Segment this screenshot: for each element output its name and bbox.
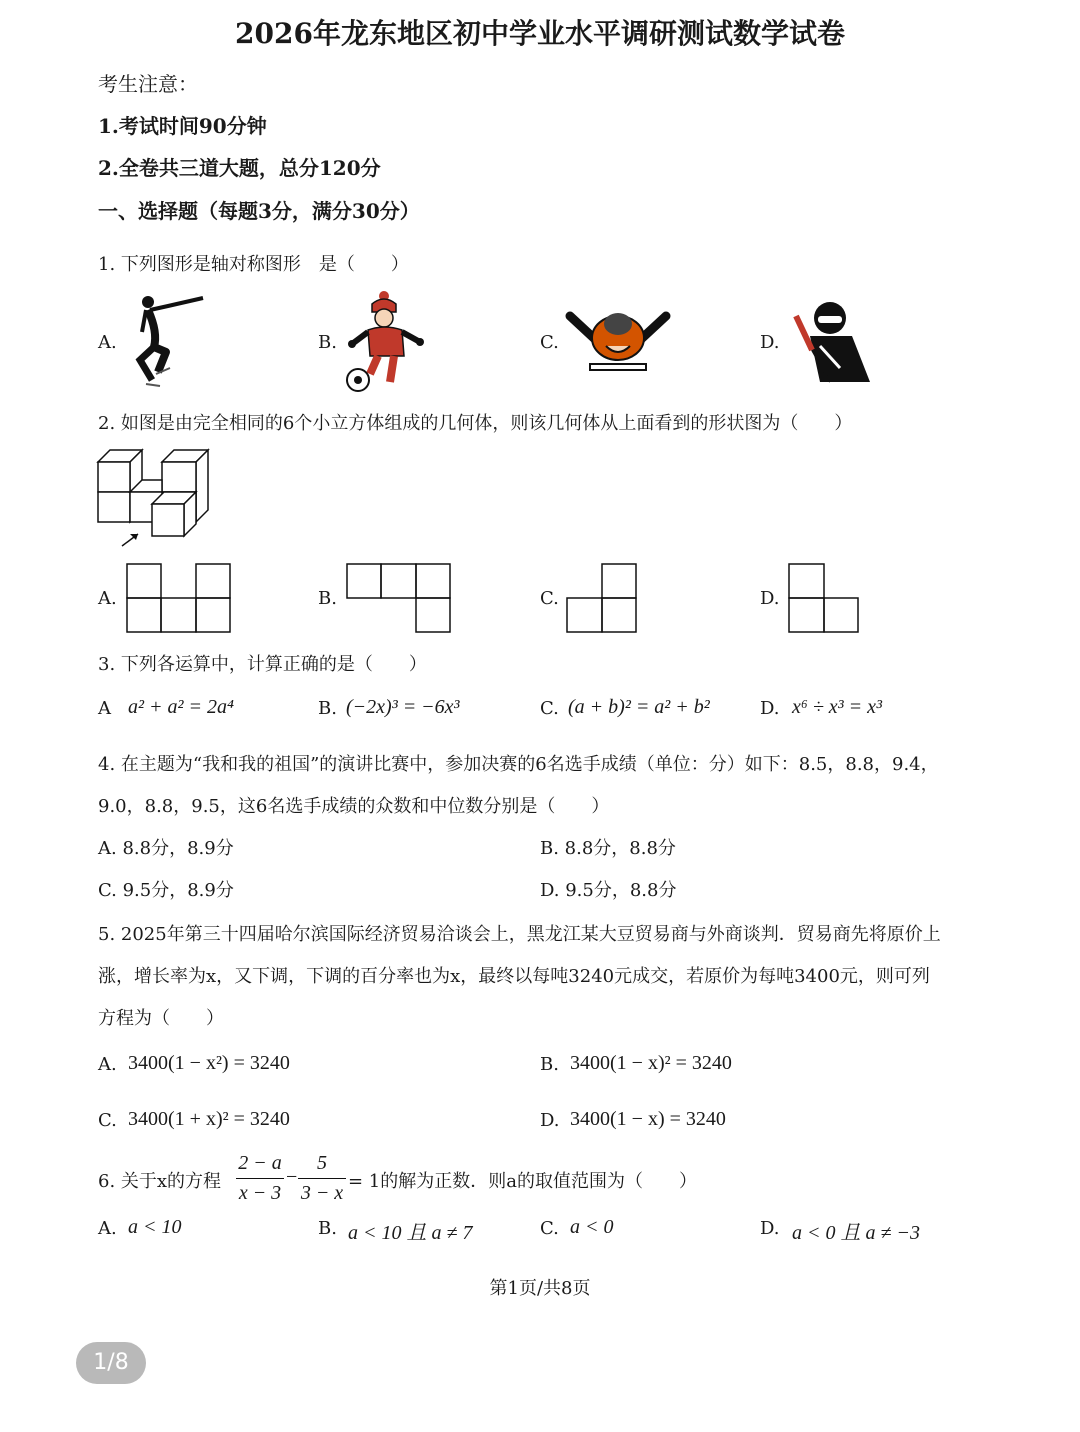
ski-racer-icon bbox=[790, 298, 876, 384]
q6-option-b-label: B. bbox=[318, 1218, 337, 1239]
q1-stem: 1. 下列图形是轴对称图形 是（ ） bbox=[98, 254, 409, 275]
exam-title: 2026年龙东地区初中学业水平调研测试数学试卷 bbox=[235, 17, 845, 50]
page-footer: 第1页/共8页 bbox=[489, 1278, 591, 1299]
q2-stem: 2. 如图是由完全相同的6个小立方体组成的几何体，则该几何体从上面看到的形状图为（ ） bbox=[98, 413, 853, 434]
q6-option-d-label: D. bbox=[760, 1218, 780, 1239]
q4-stem-line2: 9.0，8.8，9.5，这6名选手成绩的众数和中位数分别是（ ） bbox=[98, 796, 610, 817]
q4-option-c: C. 9.5分，8.9分 bbox=[98, 880, 234, 901]
q3-option-b-expr: (−2x)³ = −6x³ bbox=[346, 696, 460, 718]
notice-item-score: 2.全卷共三道大题，总分120分 bbox=[98, 156, 381, 180]
q6-fraction2-bar bbox=[298, 1178, 346, 1179]
q6-option-d-expr: a < 0 且 a ≠ −3 bbox=[792, 1222, 920, 1244]
notice-heading: 考生注意： bbox=[98, 72, 198, 96]
q4-option-b: B. 8.8分，8.8分 bbox=[540, 838, 676, 859]
q3-option-a-expr: a² + a² = 2a⁴ bbox=[128, 696, 234, 718]
q5-option-a-label: A. bbox=[98, 1054, 117, 1075]
q3-option-d-label: D. bbox=[760, 698, 780, 719]
notice-item-time: 1.考试时间90分钟 bbox=[98, 114, 267, 138]
q5-option-b-expr: 3400(1 − x)² = 3240 bbox=[570, 1052, 732, 1074]
q6-fraction1-bar bbox=[236, 1178, 284, 1179]
q6-option-c-label: C. bbox=[540, 1218, 559, 1239]
q1-option-a-label: A. bbox=[98, 332, 117, 353]
q3-option-d-expr: x⁶ ÷ x³ = x³ bbox=[792, 696, 883, 718]
page-indicator-badge[interactable]: 1/8 bbox=[76, 1342, 146, 1384]
q3-stem: 3. 下列各运算中，计算正确的是（ ） bbox=[98, 654, 427, 675]
q6-fraction1-numerator: 2 − a bbox=[238, 1152, 282, 1174]
sledder-icon bbox=[568, 306, 668, 378]
q5-option-c-expr: 3400(1 + x)² = 3240 bbox=[128, 1108, 290, 1130]
q6-option-b-expr: a < 10 且 a ≠ 7 bbox=[348, 1222, 473, 1244]
q5-option-a-expr: 3400(1 − x²) = 3240 bbox=[128, 1052, 290, 1074]
q3-option-c-label: C. bbox=[540, 698, 559, 719]
section-heading: 一、选择题（每题3分，满分30分） bbox=[98, 199, 420, 223]
q2-option-d-label: D. bbox=[760, 588, 780, 609]
q6-stem-suffix: = 1的解为正数．则a的取值范围为（ ） bbox=[348, 1171, 697, 1192]
q3-option-a-label: A bbox=[98, 698, 111, 719]
q5-stem-line1: 5. 2025年第三十四届哈尔滨国际经济贸易洽谈会上，黑龙江某大豆贸易商与外商谈判．贸易商先将原价上 bbox=[98, 924, 941, 945]
q2-option-c-label: C. bbox=[540, 588, 559, 609]
q6-option-a-label: A. bbox=[98, 1218, 117, 1239]
q1-option-d-label: D. bbox=[760, 332, 780, 353]
q6-stem-prefix: 6. 关于x的方程 bbox=[98, 1171, 222, 1192]
q6-option-a-expr: a < 10 bbox=[128, 1216, 182, 1238]
q2-option-a-label: A. bbox=[98, 588, 117, 609]
q6-minus-sign: − bbox=[286, 1166, 298, 1188]
q3-option-c-expr: (a + b)² = a² + b² bbox=[568, 696, 710, 718]
q6-fraction2-numerator: 5 bbox=[317, 1152, 327, 1174]
q2-option-b-label: B. bbox=[318, 588, 337, 609]
q5-option-d-label: D. bbox=[540, 1110, 560, 1131]
cube-solid-figure bbox=[96, 446, 216, 550]
q1-option-b-label: B. bbox=[318, 332, 337, 353]
q6-fraction1-denominator: x − 3 bbox=[238, 1182, 282, 1204]
q4-option-d: D. 9.5分，8.8分 bbox=[540, 880, 677, 901]
q1-option-c-label: C. bbox=[540, 332, 559, 353]
q2-option-d-figure bbox=[788, 563, 860, 633]
q5-option-d-expr: 3400(1 − x) = 3240 bbox=[570, 1108, 726, 1130]
q6-option-c-expr: a < 0 bbox=[570, 1216, 614, 1238]
q2-option-c-figure bbox=[566, 563, 638, 633]
q2-option-b-figure bbox=[346, 563, 452, 633]
figure-skater-icon bbox=[128, 292, 208, 396]
child-soccer-icon bbox=[344, 290, 428, 394]
q5-option-b-label: B. bbox=[540, 1054, 559, 1075]
q4-option-a: A. 8.8分，8.9分 bbox=[98, 838, 234, 859]
q4-stem-line1: 4. 在主题为“我和我的祖国”的演讲比赛中，参加决赛的6名选手成绩（单位：分）如下：8.5，8.8，9.4， bbox=[98, 754, 939, 775]
q5-option-c-label: C. bbox=[98, 1110, 117, 1131]
q6-fraction2-denominator: 3 − x bbox=[300, 1182, 344, 1204]
q3-option-b-label: B. bbox=[318, 698, 337, 719]
q5-stem-line3: 方程为（ ） bbox=[98, 1008, 224, 1029]
q5-stem-line2: 涨，增长率为x，又下调，下调的百分率也为x，最终以每吨3240元成交，若原价为每吨3400元，则可列 bbox=[98, 966, 930, 987]
q2-option-a-figure bbox=[126, 563, 232, 633]
